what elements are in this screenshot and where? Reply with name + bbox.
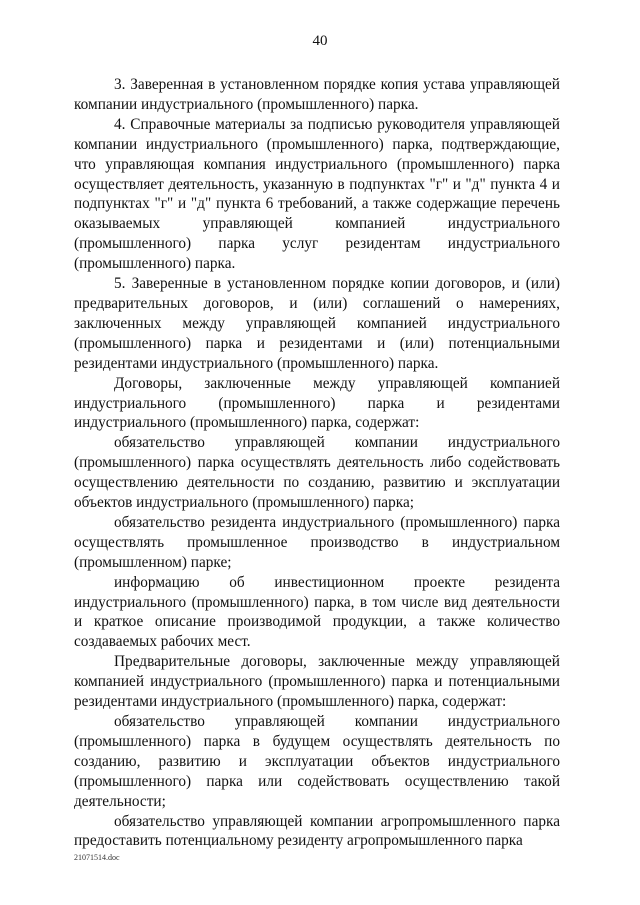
paragraph-investment-project-info: информацию об инвестиционном проекте резидента индустриального (промышленного) парка, в том числе вид деятельности и краткое описание производимой продукции, а также количество создаваемых рабочих мест. [74,573,560,651]
footer-filename: 21071514.doc [74,853,120,862]
paragraph-resident-obligation: обязательство резидента индустриального (промышленного) парка осуществлять промышленное производство в индустриальном (промышленном) парке; [74,513,560,571]
document-body [74,75,560,851]
paragraph-preliminary-contracts-contain: Предварительные договоры, заключенные между управляющей компанией индустриального (промышленного) парка и потенциальными резидентами индустриального (промышленного) парка, содержат: [74,653,560,711]
paragraph-agro-park-obligation: обязательство управляющей компании агропромышленного парка предоставить потенциальному резиденту агропромышленного парка [74,812,560,850]
page-number: 40 [312,33,328,49]
paragraph-contracts-contain: Договоры, заключенные между управляющей компанией индустриального (промышленного) парка и резидентами индустриального (промышленного) парка, содержат: [74,374,560,432]
paragraph-item-4-reference-materials: 4. Справочные материалы за подписью руководителя управляющей компании индустриального (промышленного) парка, подтверждающие, что управляющая компания индустриального (промышленного) парка осуществляет деятельность, указанную в подпунктах "г" и "д" пункта 4 и подпунктах "г" и "д" пункта 6 требований, а также содержащие перечень оказываемых управляющей компанией индустриального (промышленного) парка услуг резидентам индустриального (промышленного) парка. [74,115,560,273]
paragraph-future-management-obligation: обязательство управляющей компании индустриального (промышленного) парка в будущем осуществлять деятельность по созданию, развитию и эксплуатации объектов индустриального (промышленного) парка или содействовать осуществлению такой деятельности; [74,713,560,810]
paragraph-item-3-charter-copy: 3. Заверенная в установленном порядке копия устава управляющей компании индустриального (промышленного) парка. [74,76,560,113]
paragraph-item-5-contract-copies: 5. Заверенные в установленном порядке копии договоров, и (или) предварительных договоров, и (или) соглашений о намерениях, заключенных между управляющей компанией индустриального (промышленного) парка и резидентами и (или) потенциальными резидентами индустриального (промышленного) парка. [74,275,560,372]
paragraph-management-obligation: обязательство управляющей компании индустриального (промышленного) парка осуществлять деятельность либо содействовать осуществлению деятельности по созданию, развитию и эксплуатации объектов индустриального (промышленного) парка; [74,434,560,512]
